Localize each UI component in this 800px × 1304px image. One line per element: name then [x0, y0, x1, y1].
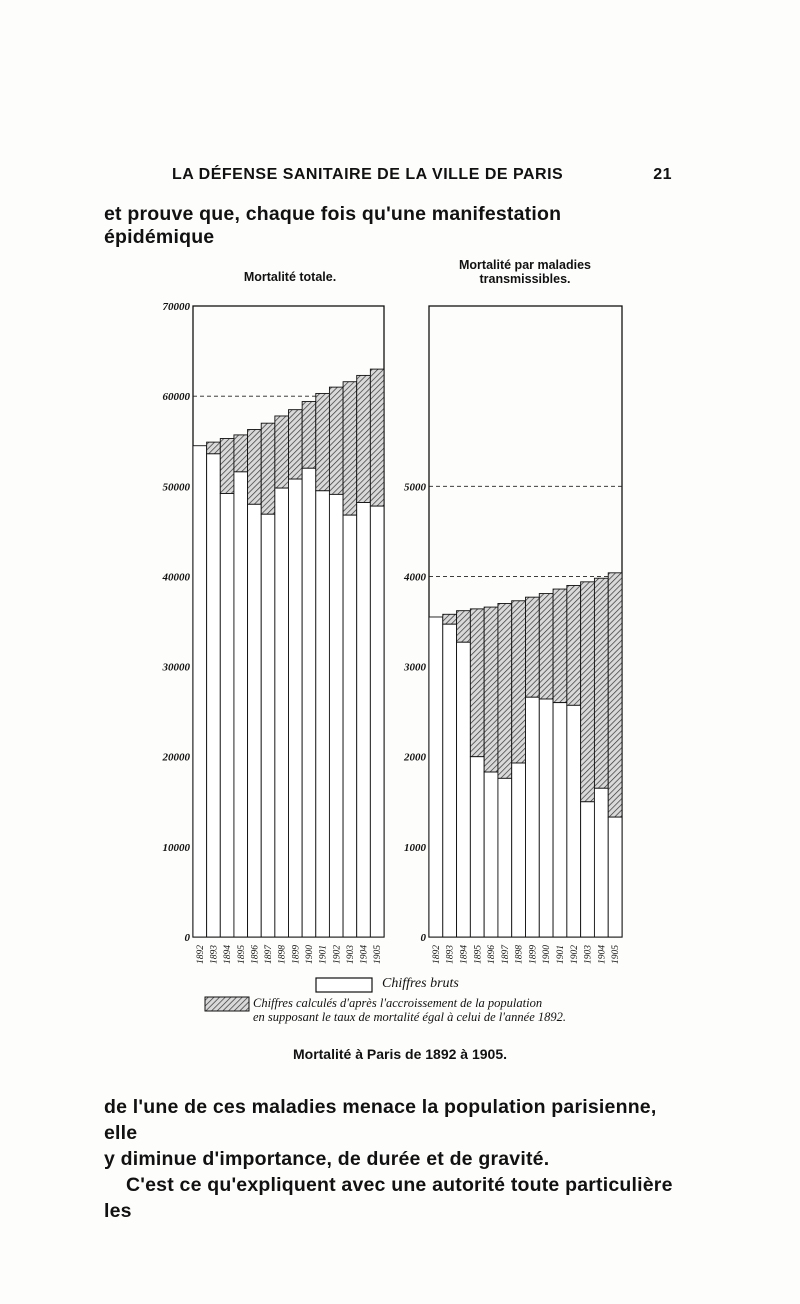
total-bar-raw	[220, 493, 234, 937]
transmissible-bar-calculated	[457, 611, 471, 643]
transmissible-tick-label: 4000	[404, 571, 426, 584]
total-category-label: 1900	[304, 945, 315, 964]
total-bar-calculated	[370, 369, 384, 506]
total-bar-raw	[275, 488, 289, 937]
transmissible-bar-raw	[429, 617, 443, 937]
transmissible-bar-calculated	[539, 594, 553, 699]
total-category-label: 1903	[345, 945, 356, 964]
transmissible-bar-raw	[608, 817, 622, 937]
transmissible-bar-raw	[567, 705, 581, 937]
total-tick-label: 40000	[162, 571, 190, 584]
total-category-label: 1893	[209, 945, 220, 964]
chart-title-transmissible: Mortalité par maladies transmissibles.	[459, 258, 591, 286]
total-bar-raw	[207, 454, 221, 937]
total-bar-raw	[343, 515, 357, 937]
total-bar-raw	[357, 503, 371, 937]
total-category-label: 1902	[332, 945, 343, 964]
total-bar-raw	[302, 468, 316, 937]
legend-calculated-label-1: Chiffres calculés d'après l'accroissement de la population	[253, 996, 543, 1010]
total-category-label: 1897	[264, 945, 275, 964]
transmissible-bar-calculated	[581, 582, 595, 802]
total-bar-calculated	[220, 439, 234, 494]
total-bar-calculated	[234, 435, 248, 472]
total-bar-calculated	[289, 410, 303, 479]
transmissible-bar-raw	[512, 763, 526, 937]
total-bar-raw	[248, 504, 262, 937]
total-bar-calculated	[343, 382, 357, 515]
total-tick-label: 50000	[162, 481, 190, 494]
total-category-label: 1898	[277, 945, 288, 964]
transmissible-category-label: 1898	[514, 945, 525, 964]
total-bar-raw	[370, 506, 384, 937]
transmissible-bar-raw	[484, 772, 498, 937]
total-bar-raw	[261, 514, 275, 937]
total-bar-calculated	[302, 402, 316, 469]
total-tick-label: 20000	[162, 751, 190, 764]
total-bar-calculated	[316, 393, 330, 490]
legend-calculated-label-2: en supposant le taux de mortalité égal à celui de l'année 1892.	[253, 1010, 567, 1024]
total-category-label: 1892	[195, 945, 206, 964]
legend-raw-label: Chiffres bruts	[382, 976, 459, 991]
total-category-label: 1896	[250, 945, 261, 964]
total-bar-calculated	[261, 423, 275, 514]
transmissible-bar-raw	[498, 778, 512, 937]
transmissible-tick-label: 2000	[404, 751, 426, 764]
page-number: 21	[653, 166, 672, 183]
total-category-label: 1901	[318, 945, 329, 964]
transmissible-category-label: 1896	[487, 945, 498, 964]
transmissible-tick-label: 0	[420, 932, 426, 944]
total-category-label: 1895	[236, 945, 247, 964]
total-bar-raw	[193, 446, 207, 937]
transmissible-category-label: 1905	[611, 945, 622, 964]
legend-swatch-calculated	[205, 997, 249, 1011]
transmissible-category-label: 1903	[583, 945, 594, 964]
total-category-label: 1899	[291, 945, 302, 964]
total-bar-raw	[329, 494, 343, 937]
transmissible-category-label: 1904	[597, 945, 608, 964]
transmissible-bar-calculated	[553, 589, 567, 703]
transmissible-bar-calculated	[498, 603, 512, 778]
total-tick-label: 60000	[162, 391, 190, 404]
transmissible-category-label: 1895	[473, 945, 484, 964]
transmissible-bar-calculated	[443, 614, 457, 624]
paragraph-after-line-2: y diminue d'importance, de durée et de gravité.	[104, 1148, 550, 1170]
total-bar-raw	[289, 479, 303, 937]
transmissible-category-label: 1902	[569, 945, 580, 964]
running-head-title: LA DÉFENSE SANITAIRE DE LA VILLE DE PARIS	[172, 166, 564, 183]
transmissible-category-label: 1892	[431, 945, 442, 964]
transmissible-bar-raw	[594, 788, 608, 937]
transmissible-category-label: 1897	[500, 945, 511, 964]
transmissible-category-label: 1894	[459, 945, 470, 964]
transmissible-category-label: 1901	[555, 945, 566, 964]
paragraph-after-line-1: de l'une de ces maladies menace la population parisienne, elle	[104, 1096, 657, 1144]
total-bar-calculated	[248, 429, 262, 504]
total-bar-calculated	[329, 387, 343, 494]
total-bar-raw	[234, 472, 248, 937]
total-bar-calculated	[357, 375, 371, 502]
transmissible-category-label: 1899	[528, 945, 539, 964]
transmissible-category-label: 1900	[542, 945, 553, 964]
transmissible-bar-calculated	[526, 597, 540, 697]
transmissible-bar-calculated	[594, 578, 608, 788]
chart-transmissible-mortality	[403, 306, 622, 964]
transmissible-bar-raw	[581, 802, 595, 937]
transmissible-bar-raw	[470, 757, 484, 937]
paragraph-before: et prouve que, chaque fois qu'une manifestation épidémique	[104, 203, 562, 248]
total-tick-label: 70000	[162, 301, 190, 313]
transmissible-bar-raw	[457, 642, 471, 937]
total-tick-label: 30000	[162, 661, 190, 674]
transmissible-bar-calculated	[484, 607, 498, 772]
transmissible-category-label: 1893	[445, 945, 456, 964]
transmissible-bar-raw	[539, 699, 553, 937]
total-bar-calculated	[207, 442, 221, 454]
legend-swatch-raw	[316, 978, 372, 992]
total-tick-label: 10000	[162, 841, 190, 854]
transmissible-bar-calculated	[608, 573, 622, 817]
total-category-label: 1905	[373, 945, 384, 964]
transmissible-bar-calculated	[567, 585, 581, 705]
transmissible-bar-raw	[526, 697, 540, 937]
chart-title-total: Mortalité totale.	[243, 270, 337, 284]
transmissible-tick-label: 1000	[404, 841, 426, 854]
transmissible-bar-raw	[443, 624, 457, 937]
total-tick-label: 0	[184, 932, 190, 944]
total-bar-raw	[316, 491, 330, 937]
transmissible-bar-calculated	[470, 609, 484, 757]
total-bar-calculated	[275, 416, 289, 488]
total-category-label: 1904	[359, 945, 370, 964]
chart-total-mortality	[162, 301, 385, 964]
paragraph-after	[104, 1094, 676, 1224]
transmissible-tick-label: 5000	[404, 481, 426, 494]
transmissible-bar-raw	[553, 703, 567, 937]
total-category-label: 1894	[223, 945, 234, 964]
paragraph-after-line-3: C'est ce qu'expliquent avec une autorité toute particulière les	[104, 1174, 673, 1222]
figure-caption: Mortalité à Paris de 1892 à 1905.	[292, 1046, 507, 1062]
transmissible-bar-calculated	[512, 601, 526, 763]
transmissible-tick-label: 3000	[404, 661, 426, 674]
